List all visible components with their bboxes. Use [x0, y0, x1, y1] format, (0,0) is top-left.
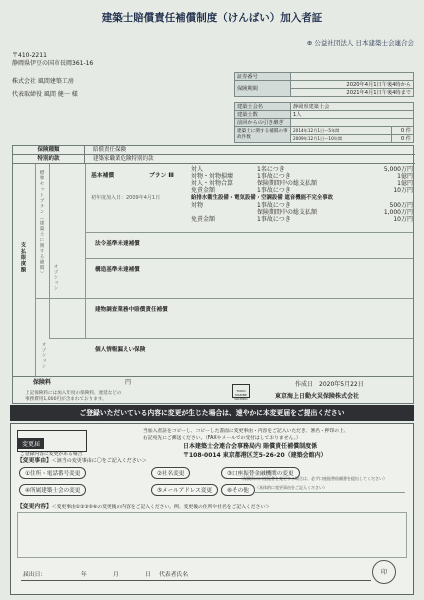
content-label: 【変更内容】＜変更事由①②③⑤⑥の変更後の内容をご記入ください。例、変更後の住所や社名をご記入ください＞: [17, 504, 270, 510]
mail-to-line: 〒108-0014 東京都港区芝5-26-20（建築会館内）: [183, 452, 327, 459]
option-address-change[interactable]: ①住所・電話番号変更: [19, 467, 86, 479]
content-input-area[interactable]: [17, 512, 407, 558]
limit-row: 対物 1事故につき 500万円: [191, 202, 413, 209]
change-form-tag: [17, 430, 87, 457]
special-clause-row: [13, 155, 415, 164]
change-form: [10, 423, 414, 595]
policy-info-table: [234, 72, 414, 97]
created-date: 作成日 2020年5月22日: [295, 381, 364, 388]
info-leak-section: 個人情報漏えい保険: [49, 338, 413, 391]
option-label: オプション: [53, 264, 58, 291]
option-association-change[interactable]: ④所属建築士会の変更: [19, 484, 86, 496]
coverage-section: [12, 145, 414, 390]
limit-list: [191, 167, 413, 224]
law-coverage-section: 法令基準未達補償: [85, 232, 413, 258]
premium-note: 事務費用1,000円が含まれております。: [25, 397, 107, 402]
special-label: 特別約款: [13, 155, 85, 164]
bank-change-note: （保険料の口座振替を変更する場合は、必ず口座振替依頼書を提出してください）: [239, 476, 387, 481]
period-start: 2020年4月1日午後4時から: [291, 81, 414, 89]
standard-plan-label: 標準セットプラン（建築士に関する補償）: [39, 170, 44, 277]
plan-name: プラン Ⅲ: [149, 173, 174, 179]
change-notice-banner: ご登録いただいている内容に変更が生じた場合は、速やかに本変更届をご提出ください: [10, 405, 414, 421]
structure-coverage-section: 構造基準未達補償: [85, 258, 413, 298]
premium-unit: 円: [125, 379, 132, 386]
address-line: 静岡県伊豆の国市長岡361-16: [12, 60, 94, 67]
limit-row: 対人・対物合算 保険期間中の総支払額 1億円: [191, 180, 413, 187]
change-form-subtitle: ご登録内容に変更がある場合: [20, 452, 83, 457]
basic-coverage-label: 基本補償: [91, 173, 115, 179]
other-note: （具体的に変更事由をご記入ください）: [255, 485, 327, 490]
member-value: 1人: [291, 111, 414, 119]
special-value: 建築家職業危険特別約款: [93, 156, 154, 162]
reason-label: 【変更事由】＜該当の変更事由に〇をご記入ください＞: [17, 458, 147, 464]
member-table: [234, 102, 414, 143]
member-label: 建築士数: [235, 111, 291, 119]
postal-code: 〒410-2211: [12, 52, 47, 59]
member-value: 2009年12月1日〜10年間: [291, 135, 392, 143]
period-end: 2021年4月1日午後4時まで: [291, 89, 414, 97]
cert-no-label: 証券番号: [235, 73, 291, 81]
date-label: 届出日：: [23, 572, 47, 578]
construction-coverage-section: 建物調査業務中賠償責任補償: [35, 298, 413, 338]
day-label: 日: [145, 572, 151, 578]
option-company-name-change[interactable]: ②社名変更: [151, 467, 190, 479]
limit-row: 免責金額 1事故につき 10万円: [191, 216, 413, 223]
insurer-name: 東京海上日動火災保険株式会社: [275, 393, 360, 400]
insurer-logo: TOKIO MARINE NICHIDO: [232, 384, 250, 398]
option-other[interactable]: ⑥その他: [221, 484, 255, 496]
association-mark-icon: ⊕: [306, 39, 315, 47]
rep-name-label: 代表者氏名: [159, 572, 188, 578]
mail-to-line: 日本建築士会連合会事務局内 賠償責任補償制度係: [183, 443, 318, 450]
premium-note: 上記保険料には加入年度の保険料、遅延などの: [25, 391, 122, 396]
member-label: 建築士に関する補償の事故件数: [235, 127, 291, 143]
premium-label: 保険料: [33, 379, 52, 386]
limit-row: 対物・対物損壊 1事故につき 1億円: [191, 173, 413, 180]
member-label: 前回からの引き継ぎ: [235, 119, 291, 127]
association-name: ⊕ 公益社団法人 日本建築士会連合会: [306, 39, 414, 47]
kind-value: 賠償責任保険: [93, 147, 127, 153]
member-value: [291, 119, 414, 127]
member-value: 静岡県建築士会: [291, 103, 414, 111]
member-value: 2014年12月1日〜5年間: [291, 127, 392, 135]
month-label: 月: [113, 572, 119, 578]
representative-name: 代表取締役 風間 健一 様: [12, 91, 78, 98]
premium-footer: [12, 376, 414, 404]
member-label: 建築士会名: [235, 103, 291, 111]
limit-row: 対人 1名につき 5,000万円: [191, 166, 413, 173]
option-bank-change[interactable]: ③口座振替金融機関の変更: [221, 467, 300, 479]
seal-circle: 印: [372, 560, 396, 584]
instruction-line: 当加入者証をコピーし、コピーした書面に変更事由・内容をご記入いただき、署名・押印の上、: [143, 429, 349, 434]
option-label: オプション: [41, 342, 46, 369]
kind-label: 保険種類: [13, 146, 85, 155]
period-label: 保険期間: [235, 81, 291, 97]
company-name: 株式会社 風間建築工房: [12, 78, 74, 85]
payment-limit-label: 支払限度額: [20, 242, 26, 273]
change-form-title: 変更届: [18, 438, 44, 449]
insurance-kind-row: [13, 146, 415, 155]
cert-no-value: [291, 73, 414, 81]
option-email-change[interactable]: ⑤メールアドレス変更: [151, 484, 218, 496]
limit-row: 保険期間中の総支払額 1,000万円: [257, 209, 413, 216]
accident-count: 0 件: [392, 127, 414, 135]
instruction-line: 右記宛先にご郵送ください。（FAXやメールでの受付はしておりません。）: [143, 436, 301, 441]
page-title: 建築士賠償責任補償制度（けんばい）加入者証: [101, 12, 323, 24]
limit-row: 免責金額 1事故につき 10万円: [191, 187, 413, 194]
first-join-date: 初年度加入日：2009年4月1日: [91, 195, 161, 201]
year-label: 年: [81, 572, 87, 578]
accident-count: 0 件: [392, 135, 414, 143]
extra-title: 給排水衛生設備・電気設備・空調設備 遮音機能不完全事故: [191, 195, 334, 201]
